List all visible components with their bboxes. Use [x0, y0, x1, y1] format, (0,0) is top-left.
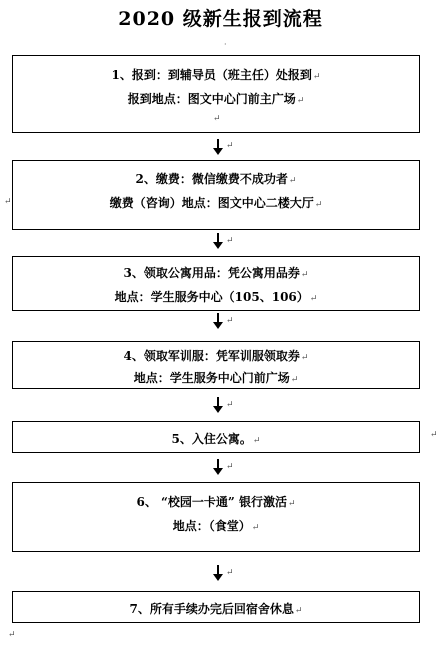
arrow-4-mark: ↵ — [226, 400, 234, 410]
step-2-line-1: 2、缴费：微信缴费不成功者↵ — [135, 172, 297, 186]
right-margin-mark: ↵ — [430, 430, 438, 440]
left-margin-mark: ↵ — [4, 197, 12, 207]
step-1-paragraph-mark: ↵ — [213, 114, 221, 124]
arrow-3-mark: ↵ — [226, 316, 234, 326]
arrow-1-mark: ↵ — [226, 141, 234, 151]
arrow-6-to-7 — [212, 565, 224, 581]
step-2-line-2: 缴费（咨询）地点：图文中心二楼大厅↵ — [109, 196, 323, 210]
step-1-line-1: 1、报到：到辅导员（班主任）处报到↵ — [111, 68, 321, 82]
arrow-2-mark: ↵ — [226, 236, 234, 246]
arrow-5-to-6 — [212, 459, 224, 475]
arrow-4-to-5 — [212, 397, 224, 413]
step-3-line-1: 3、领取公寓用品：凭公寓用品券↵ — [123, 266, 309, 280]
arrow-3-to-4 — [212, 313, 224, 329]
page-title: 2020 级新生报到流程 — [118, 8, 323, 30]
small-dot-mark: · — [224, 40, 227, 49]
step-4-box — [12, 341, 420, 389]
step-4-line-2: 地点：学生服务中心门前广场↵ — [133, 371, 299, 385]
step-7-line-1: 7、所有手续办完后回宿舍休息↵ — [129, 602, 303, 616]
step-2-box — [12, 160, 420, 230]
arrow-6-mark: ↵ — [226, 568, 234, 578]
step-5-line-1: 5、入住公寓。↵ — [171, 432, 261, 446]
step-5-box — [12, 421, 420, 453]
step-1-box — [12, 55, 420, 133]
step-6-line-1: 6、 “校园一卡通” 银行激活↵ — [136, 495, 296, 509]
arrow-1-to-2 — [212, 139, 224, 155]
step-4-line-1: 4、领取军训服：凭军训服领取券↵ — [123, 349, 309, 363]
arrow-5-mark: ↵ — [226, 462, 234, 472]
bottom-margin-mark: ↵ — [8, 630, 16, 640]
step-6-line-2: 地点：（食堂）↵ — [172, 519, 260, 533]
step-3-line-2: 地点：学生服务中心（105、106）↵ — [114, 290, 318, 304]
step-1-line-2: 报到地点：图文中心门前主广场↵ — [127, 92, 305, 106]
step-6-box — [12, 482, 420, 552]
arrow-2-to-3 — [212, 233, 224, 249]
step-7-box — [12, 591, 420, 623]
step-3-box — [12, 256, 420, 311]
